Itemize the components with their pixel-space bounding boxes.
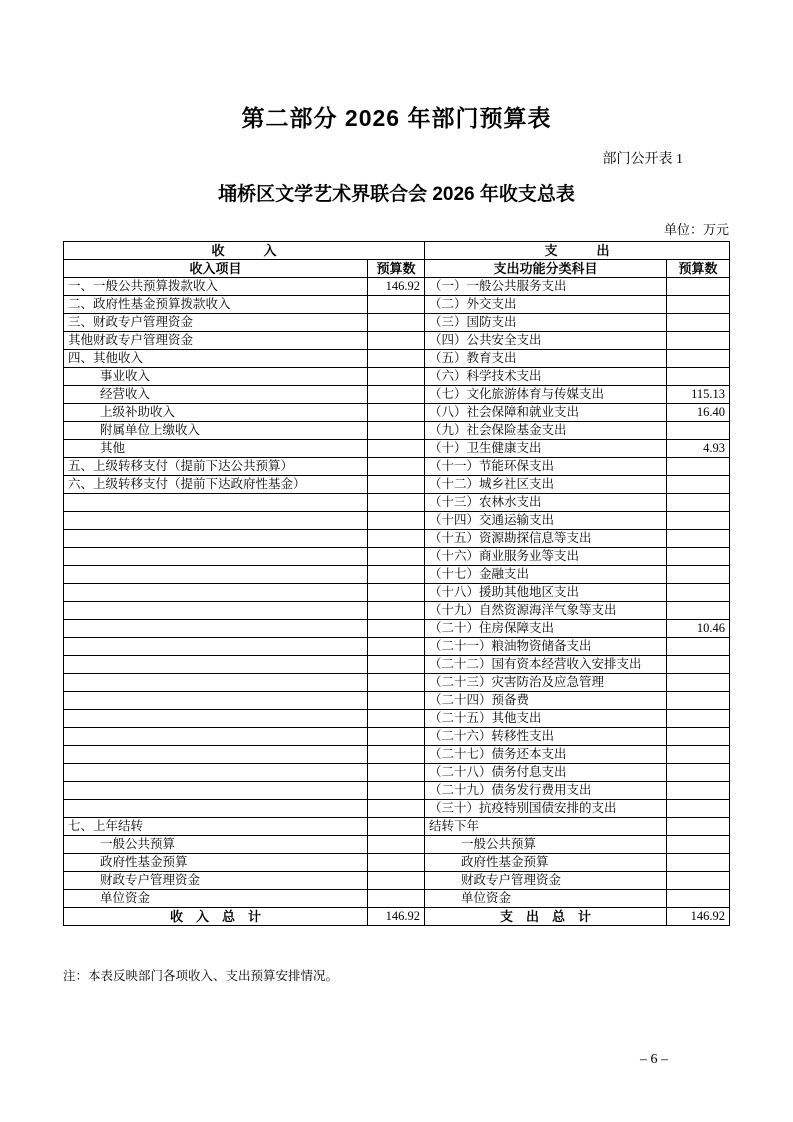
expense-item-cell: （十四）交通运输支出: [425, 512, 667, 530]
table-row: [64, 620, 730, 638]
expense-item-cell: （二十）住房保障支出: [425, 620, 667, 638]
group-header-row: [64, 242, 730, 260]
table-row: [64, 350, 730, 368]
expense-item-cell: 结转下年: [425, 818, 667, 836]
expense-item-cell: （十二）城乡社区支出: [425, 476, 667, 494]
expense-budget-cell: [667, 890, 730, 908]
expense-item-cell: （三十）抗疫特别国债安排的支出: [425, 800, 667, 818]
expense-item-header: 支出功能分类科目: [425, 260, 667, 278]
table-row: [64, 602, 730, 620]
expense-budget-cell: [667, 818, 730, 836]
expense-budget-cell: [667, 368, 730, 386]
expense-budget-cell: [667, 332, 730, 350]
expense-budget-cell: [667, 800, 730, 818]
footnote: 注：本表反映部门各项收入、支出预算安排情况。: [63, 969, 339, 983]
income-item-cell: 六、上级转移支付（提前下达政府性基金）: [64, 476, 368, 494]
expense-item-cell: （十六）商业服务业等支出: [425, 548, 667, 566]
table-row: [64, 872, 730, 890]
income-item-cell: [64, 764, 368, 782]
expense-total-label: 支 出 总 计: [425, 908, 667, 926]
income-budget-cell: [368, 512, 425, 530]
table-row: [64, 746, 730, 764]
income-budget-cell: [368, 746, 425, 764]
table-row: [64, 512, 730, 530]
table-row: [64, 710, 730, 728]
expense-item-cell: （七）文化旅游体育与传媒支出: [425, 386, 667, 404]
expense-item-cell: （十九）自然资源海洋气象等支出: [425, 602, 667, 620]
income-budget-cell: [368, 710, 425, 728]
expense-item-cell: （十）卫生健康支出: [425, 440, 667, 458]
expense-item-cell: （二十四）预备费: [425, 692, 667, 710]
income-budget-cell: [368, 350, 425, 368]
income-item-cell: [64, 566, 368, 584]
table-row: [64, 530, 730, 548]
table-row: [64, 836, 730, 854]
expense-item-cell: 一般公共预算: [425, 836, 667, 854]
table-row: [64, 404, 730, 422]
expense-group-header: 支 出: [425, 242, 730, 260]
expense-budget-cell: [667, 494, 730, 512]
expense-budget-cell: [667, 764, 730, 782]
expense-item-cell: （二十五）其他支出: [425, 710, 667, 728]
expense-budget-cell: [667, 548, 730, 566]
expense-item-cell: 政府性基金预算: [425, 854, 667, 872]
income-item-cell: 上级补助收入: [64, 404, 368, 422]
income-budget-cell: [368, 494, 425, 512]
table-row: [64, 476, 730, 494]
table-row: [64, 890, 730, 908]
expense-budget-cell: [667, 278, 730, 296]
expense-item-cell: 单位资金: [425, 890, 667, 908]
table-row: [64, 458, 730, 476]
table-row: [64, 782, 730, 800]
expense-total-value: 146.92: [667, 908, 730, 926]
income-budget-cell: [368, 440, 425, 458]
income-item-cell: [64, 548, 368, 566]
expense-budget-cell: 4.93: [667, 440, 730, 458]
expense-budget-cell: [667, 422, 730, 440]
expense-budget-cell: 115.13: [667, 386, 730, 404]
income-budget-cell: [368, 404, 425, 422]
expense-budget-cell: [667, 782, 730, 800]
expense-budget-cell: [667, 746, 730, 764]
income-budget-cell: [368, 548, 425, 566]
expense-budget-cell: [667, 692, 730, 710]
income-budget-cell: [368, 728, 425, 746]
income-item-cell: 五、上级转移支付（提前下达公共预算）: [64, 458, 368, 476]
income-item-cell: [64, 782, 368, 800]
budget-table-wrapper: [63, 241, 729, 926]
expense-item-cell: （一）一般公共服务支出: [425, 278, 667, 296]
table-row: [64, 494, 730, 512]
income-budget-cell: [368, 368, 425, 386]
income-budget-cell: [368, 656, 425, 674]
income-budget-cell: 146.92: [368, 278, 425, 296]
table-row: [64, 566, 730, 584]
part-title: 第二部分 2026 年部门预算表: [241, 105, 552, 131]
expense-budget-cell: [667, 584, 730, 602]
income-item-header: 收入项目: [64, 260, 368, 278]
table-row: [64, 800, 730, 818]
expense-item-cell: （二十一）粮油物资储备支出: [425, 638, 667, 656]
expense-budget-cell: 16.40: [667, 404, 730, 422]
expense-budget-cell: [667, 836, 730, 854]
income-item-cell: [64, 656, 368, 674]
expense-item-cell: （十八）援助其他地区支出: [425, 584, 667, 602]
table-row: [64, 638, 730, 656]
expense-item-cell: （六）科学技术支出: [425, 368, 667, 386]
income-item-cell: 附属单位上缴收入: [64, 422, 368, 440]
table-row: [64, 386, 730, 404]
expense-budget-cell: [667, 476, 730, 494]
expense-item-cell: （三）国防支出: [425, 314, 667, 332]
expense-item-cell: （九）社会保险基金支出: [425, 422, 667, 440]
income-budget-cell: [368, 638, 425, 656]
table-row: [64, 548, 730, 566]
table-row: [64, 674, 730, 692]
income-item-cell: [64, 674, 368, 692]
income-item-cell: 事业收入: [64, 368, 368, 386]
table-row: [64, 818, 730, 836]
expense-budget-cell: [667, 674, 730, 692]
income-item-cell: 七、上年结转: [64, 818, 368, 836]
income-item-cell: 财政专户管理资金: [64, 872, 368, 890]
income-budget-cell: [368, 422, 425, 440]
income-budget-cell: [368, 872, 425, 890]
budget-table: [63, 241, 730, 926]
expense-budget-cell: [667, 350, 730, 368]
expense-budget-cell: [667, 296, 730, 314]
income-budget-cell: [368, 620, 425, 638]
income-item-cell: 四、其他收入: [64, 350, 368, 368]
expense-item-cell: （十一）节能环保支出: [425, 458, 667, 476]
income-budget-header: 预算数: [368, 260, 425, 278]
table-row: [64, 692, 730, 710]
expense-budget-cell: [667, 530, 730, 548]
table-row: [64, 296, 730, 314]
expense-budget-header: 预算数: [667, 260, 730, 278]
expense-item-cell: （二十八）债务付息支出: [425, 764, 667, 782]
income-item-cell: [64, 620, 368, 638]
income-item-cell: [64, 512, 368, 530]
expense-item-cell: （二十六）转移性支出: [425, 728, 667, 746]
expense-item-cell: （八）社会保障和就业支出: [425, 404, 667, 422]
income-budget-cell: [368, 314, 425, 332]
income-item-cell: [64, 746, 368, 764]
table-row: [64, 440, 730, 458]
expense-budget-cell: [667, 710, 730, 728]
income-item-cell: [64, 494, 368, 512]
income-budget-cell: [368, 800, 425, 818]
unit-note: 单位：万元: [663, 222, 729, 237]
table-row: [64, 584, 730, 602]
expense-item-cell: （十三）农林水支出: [425, 494, 667, 512]
expense-item-cell: （二十二）国有资本经营收入安排支出: [425, 656, 667, 674]
income-budget-cell: [368, 818, 425, 836]
income-item-cell: [64, 638, 368, 656]
income-budget-cell: [368, 476, 425, 494]
table-row: [64, 854, 730, 872]
table-row: [64, 314, 730, 332]
income-budget-cell: [368, 782, 425, 800]
expense-budget-cell: [667, 512, 730, 530]
income-budget-cell: [368, 584, 425, 602]
income-budget-cell: [368, 890, 425, 908]
income-budget-cell: [368, 332, 425, 350]
income-budget-cell: [368, 764, 425, 782]
income-item-cell: [64, 710, 368, 728]
income-budget-cell: [368, 674, 425, 692]
expense-budget-cell: [667, 872, 730, 890]
table-row: [64, 728, 730, 746]
column-header-row: [64, 260, 730, 278]
income-budget-cell: [368, 854, 425, 872]
income-item-cell: 经营收入: [64, 386, 368, 404]
expense-budget-cell: [667, 728, 730, 746]
table-row: [64, 656, 730, 674]
table-row: [64, 332, 730, 350]
income-item-cell: [64, 692, 368, 710]
expense-item-cell: （二十三）灾害防治及应急管理: [425, 674, 667, 692]
income-item-cell: 其他财政专户管理资金: [64, 332, 368, 350]
total-row: [64, 908, 730, 926]
table-title: 埇桥区文学艺术界联合会 2026 年收支总表: [218, 184, 575, 205]
income-item-cell: [64, 530, 368, 548]
income-budget-cell: [368, 602, 425, 620]
expense-budget-cell: [667, 566, 730, 584]
income-item-cell: [64, 584, 368, 602]
income-item-cell: 一般公共预算: [64, 836, 368, 854]
table-row: [64, 278, 730, 296]
expense-item-cell: （二）外交支出: [425, 296, 667, 314]
income-item-cell: 其他: [64, 440, 368, 458]
table-row: [64, 764, 730, 782]
expense-item-cell: （十七）金融支出: [425, 566, 667, 584]
income-budget-cell: [368, 566, 425, 584]
income-item-cell: 三、财政专户管理资金: [64, 314, 368, 332]
expense-item-cell: （五）教育支出: [425, 350, 667, 368]
income-budget-cell: [368, 386, 425, 404]
income-budget-cell: [368, 296, 425, 314]
income-budget-cell: [368, 692, 425, 710]
expense-item-cell: （二十九）债务发行费用支出: [425, 782, 667, 800]
income-budget-cell: [368, 836, 425, 854]
expense-budget-cell: [667, 656, 730, 674]
income-budget-cell: [368, 458, 425, 476]
income-item-cell: 二、政府性基金预算拨款收入: [64, 296, 368, 314]
income-item-cell: [64, 728, 368, 746]
income-total-value: 146.92: [368, 908, 425, 926]
income-budget-cell: [368, 530, 425, 548]
expense-budget-cell: [667, 458, 730, 476]
income-item-cell: 一、一般公共预算拨款收入: [64, 278, 368, 296]
table-row: [64, 368, 730, 386]
income-item-cell: 单位资金: [64, 890, 368, 908]
income-item-cell: 政府性基金预算: [64, 854, 368, 872]
expense-budget-cell: [667, 314, 730, 332]
page-number: – 6 –: [640, 1052, 668, 1067]
income-total-label: 收 入 总 计: [64, 908, 368, 926]
expense-item-cell: （十五）资源勘探信息等支出: [425, 530, 667, 548]
expense-item-cell: 财政专户管理资金: [425, 872, 667, 890]
income-group-header: 收 入: [64, 242, 425, 260]
income-item-cell: [64, 800, 368, 818]
expense-budget-cell: [667, 638, 730, 656]
expense-budget-cell: [667, 602, 730, 620]
table-row: [64, 422, 730, 440]
public-table-label: 部门公开表 1: [602, 152, 683, 167]
expense-budget-cell: [667, 854, 730, 872]
income-item-cell: [64, 602, 368, 620]
expense-item-cell: （二十七）债务还本支出: [425, 746, 667, 764]
expense-budget-cell: 10.46: [667, 620, 730, 638]
expense-item-cell: （四）公共安全支出: [425, 332, 667, 350]
